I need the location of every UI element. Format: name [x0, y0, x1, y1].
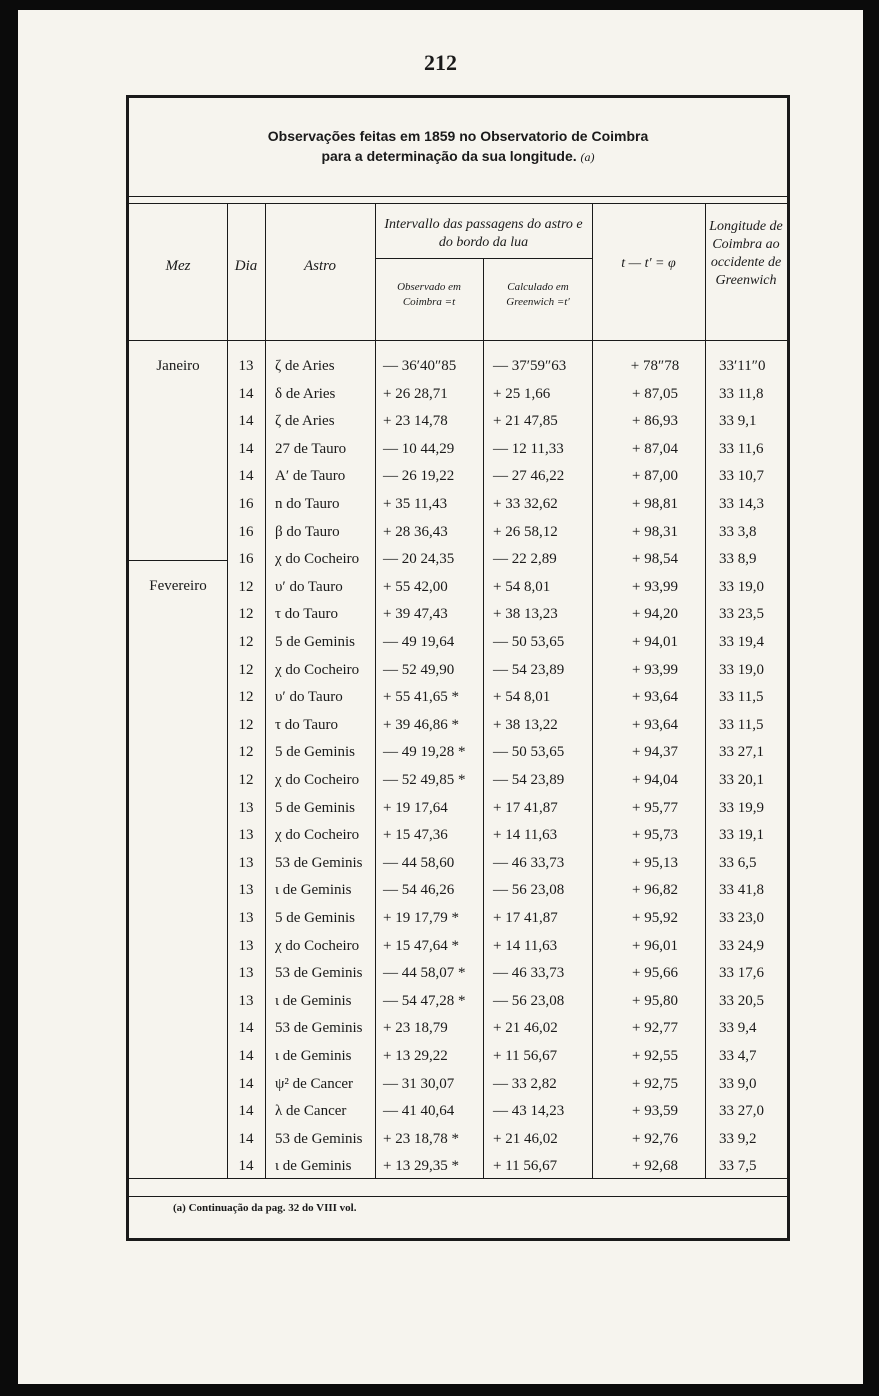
cell-dia: 14 [238, 1048, 254, 1064]
page-number: 212 [424, 50, 457, 75]
cell-calc: — 22 2,89 [493, 551, 557, 567]
cell-diff: + 94,37 [632, 744, 678, 760]
cell-astro: ι de Geminis [275, 1158, 352, 1174]
cell-astro: χ do Cocheiro [275, 827, 360, 843]
cell-dia: 12 [238, 606, 254, 622]
cell-lon: 33 19,0 [719, 579, 764, 595]
cell-astro: δ de Aries [275, 386, 336, 402]
cell-calc: — 50 53,65 [493, 634, 565, 650]
cell-obs: + 23 18,78 * [383, 1131, 459, 1147]
col-divider-obs [483, 258, 484, 1178]
cell-calc: + 17 41,87 [493, 910, 558, 926]
cell-astro: 5 de Geminis [275, 910, 355, 926]
cell-calc: — 12 11,33 [493, 441, 564, 457]
cell-lon: 33 27,0 [719, 1103, 764, 1119]
cell-astro: 53 de Geminis [275, 855, 363, 871]
col-divider-dia [265, 203, 266, 1178]
cell-lon: 33 19,9 [719, 800, 764, 816]
cell-astro: χ do Cocheiro [275, 772, 360, 788]
cell-dia: 13 [238, 910, 254, 926]
cell-diff: + 93,99 [632, 662, 678, 678]
cell-dia: 13 [238, 965, 254, 981]
cell-dia: 12 [238, 634, 254, 650]
cell-astro: υ′ do Tauro [275, 579, 343, 595]
cell-calc: + 17 41,87 [493, 800, 558, 816]
cell-obs: — 49 19,64 [383, 634, 455, 650]
cell-astro: 53 de Geminis [275, 1131, 363, 1147]
cell-astro: 5 de Geminis [275, 800, 355, 816]
cell-calc: — 37′59″63 [493, 358, 567, 374]
cell-astro: χ do Cocheiro [275, 938, 360, 954]
cell-lon: 33 9,2 [719, 1131, 757, 1147]
cell-astro: ι de Geminis [275, 882, 352, 898]
cell-calc: — 46 33,73 [493, 965, 565, 981]
cell-dia: 13 [238, 800, 254, 816]
cell-obs: — 31 30,07 [383, 1076, 455, 1092]
cell-diff: + 98,54 [632, 551, 678, 567]
cell-dia: 13 [238, 882, 254, 898]
col-divider-astro [375, 203, 376, 1178]
header-longitude: Longitude de Coimbra ao occidente de Greenwich [709, 219, 783, 288]
cell-obs: — 10 44,29 [383, 441, 455, 457]
cell-obs: — 54 46,26 [383, 882, 455, 898]
cell-astro: υ′ do Tauro [275, 689, 343, 705]
cell-calc: + 11 56,67 [493, 1048, 558, 1064]
cell-diff: + 92,75 [632, 1076, 678, 1092]
cell-obs: — 54 47,28 * [383, 993, 466, 1009]
cell-lon: 33 27,1 [719, 744, 764, 760]
cell-lon: 33 19,4 [719, 634, 764, 650]
header-observado: Observado em Coimbra =t [397, 281, 461, 308]
cell-diff: + 95,92 [632, 910, 678, 926]
cell-diff: + 87,00 [632, 468, 678, 484]
cell-lon: 33 14,3 [719, 496, 764, 512]
cell-lon: 33 7,5 [719, 1158, 757, 1174]
cell-dia: 14 [238, 468, 254, 484]
cell-obs: — 52 49,85 * [383, 772, 466, 788]
cell-dia: 14 [238, 386, 254, 402]
cell-lon: 33 8,9 [719, 551, 757, 567]
cell-astro: ψ² de Cancer [275, 1076, 354, 1092]
cell-dia: 16 [238, 524, 254, 540]
month-label: Fevereiro [149, 578, 207, 594]
cell-astro: 53 de Geminis [275, 1020, 363, 1036]
cell-dia: 13 [238, 855, 254, 871]
cell-obs: — 36′40″85 [383, 358, 457, 374]
cell-diff: + 96,01 [632, 938, 678, 954]
cell-obs: + 28 36,43 [383, 524, 448, 540]
cell-dia: 12 [238, 662, 254, 678]
cell-lon: 33 9,0 [719, 1076, 757, 1092]
cell-lon: 33′11″0 [719, 358, 766, 374]
cell-lon: 33 3,8 [719, 524, 757, 540]
cell-calc: + 14 11,63 [493, 827, 558, 843]
cell-dia: 13 [238, 358, 254, 374]
cell-lon: 33 9,4 [719, 1020, 757, 1036]
cell-lon: 33 19,0 [719, 662, 764, 678]
cell-obs: + 39 46,86 * [383, 717, 459, 733]
cell-calc: — 43 14,23 [493, 1103, 565, 1119]
col-divider-calc [592, 203, 593, 1178]
cell-lon: 33 20,1 [719, 772, 764, 788]
title-line-2: para a determinação da sua longitude. [321, 148, 577, 164]
cell-calc: + 54 8,01 [493, 579, 551, 595]
cell-calc: + 38 13,22 [493, 717, 558, 733]
cell-astro: 27 de Tauro [275, 441, 347, 457]
cell-lon: 33 19,1 [719, 827, 764, 843]
cell-lon: 33 11,8 [719, 386, 764, 402]
cell-astro: A′ de Tauro [275, 468, 346, 484]
cell-diff: + 94,01 [632, 634, 678, 650]
cell-dia: 16 [238, 551, 254, 567]
cell-diff: + 94,20 [632, 606, 678, 622]
cell-lon: 33 41,8 [719, 882, 764, 898]
cell-lon: 33 11,5 [719, 689, 764, 705]
header-dia: Dia [234, 258, 258, 274]
cell-diff: + 95,77 [632, 800, 678, 816]
cell-diff: + 87,04 [632, 441, 678, 457]
cell-obs: — 20 24,35 [383, 551, 455, 567]
cell-obs: + 23 14,78 [383, 413, 448, 429]
cell-diff: + 92,55 [632, 1048, 678, 1064]
cell-obs: — 52 49,90 [383, 662, 455, 678]
cell-astro: τ do Tauro [275, 606, 339, 622]
cell-obs: + 13 29,35 * [383, 1158, 459, 1174]
cell-obs: + 55 42,00 [383, 579, 448, 595]
cell-calc: + 25 1,66 [493, 386, 551, 402]
cell-obs: + 13 29,22 [383, 1048, 448, 1064]
cell-calc: — 56 23,08 [493, 993, 565, 1009]
cell-diff: + 95,66 [632, 965, 678, 981]
cell-diff: + 87,05 [632, 386, 678, 402]
rule-top [129, 196, 787, 197]
cell-diff: + 93,64 [632, 717, 678, 733]
cell-diff: + 93,99 [632, 579, 678, 595]
cell-lon: 33 6,5 [719, 855, 757, 871]
cell-diff: + 92,76 [632, 1131, 678, 1147]
cell-diff: + 93,64 [632, 689, 678, 705]
rule-footnote [129, 1196, 787, 1197]
cell-dia: 12 [238, 772, 254, 788]
cell-obs: + 19 17,64 [383, 800, 448, 816]
cell-obs: + 15 47,36 [383, 827, 448, 843]
document-page [18, 10, 863, 1384]
cell-diff: + 98,81 [632, 496, 678, 512]
cell-calc: + 26 58,12 [493, 524, 558, 540]
cell-dia: 12 [238, 689, 254, 705]
cell-astro: λ de Cancer [275, 1103, 347, 1119]
cell-lon: 33 10,7 [719, 468, 764, 484]
cell-lon: 33 23,5 [719, 606, 764, 622]
cell-obs: + 39 47,43 [383, 606, 448, 622]
cell-lon: 33 4,7 [719, 1048, 757, 1064]
cell-dia: 14 [238, 1103, 254, 1119]
cell-astro: ζ de Aries [275, 413, 335, 429]
header-diff: t — t′ = φ [621, 256, 676, 271]
cell-astro: ι de Geminis [275, 993, 352, 1009]
cell-calc: — 50 53,65 [493, 744, 565, 760]
cell-calc: — 33 2,82 [493, 1076, 557, 1092]
cell-obs: + 23 18,79 [383, 1020, 448, 1036]
cell-calc: + 11 56,67 [493, 1158, 558, 1174]
cell-calc: + 33 32,62 [493, 496, 558, 512]
cell-astro: 53 de Geminis [275, 965, 363, 981]
cell-astro: χ do Cocheiro [275, 662, 360, 678]
cell-obs: — 41 40,64 [383, 1103, 455, 1119]
cell-astro: χ do Cocheiro [275, 551, 360, 567]
cell-astro: β do Tauro [275, 524, 340, 540]
cell-dia: 14 [238, 1076, 254, 1092]
cell-obs: + 55 41,65 * [383, 689, 459, 705]
cell-astro: ζ de Aries [275, 358, 335, 374]
cell-dia: 13 [238, 993, 254, 1009]
cell-calc: + 21 46,02 [493, 1131, 558, 1147]
table-title [129, 126, 787, 167]
header-calculado: Calculado em Greenwich =t′ [506, 281, 570, 308]
cell-dia: 12 [238, 579, 254, 595]
cell-diff: + 96,82 [632, 882, 678, 898]
cell-obs: + 26 28,71 [383, 386, 448, 402]
cell-obs: — 44 58,60 [383, 855, 455, 871]
cell-dia: 14 [238, 441, 254, 457]
cell-astro: n do Tauro [275, 496, 340, 512]
cell-lon: 33 24,9 [719, 938, 764, 954]
cell-lon: 33 11,6 [719, 441, 764, 457]
cell-obs: + 35 11,43 [383, 496, 448, 512]
cell-diff: + 95,13 [632, 855, 678, 871]
header-astro: Astro [304, 258, 336, 274]
cell-diff: + 93,59 [632, 1103, 678, 1119]
header-mez: Mez [165, 258, 191, 274]
cell-calc: + 14 11,63 [493, 938, 558, 954]
cell-diff: + 94,04 [632, 772, 678, 788]
cell-lon: 33 23,0 [719, 910, 764, 926]
cell-calc: — 54 23,89 [493, 662, 565, 678]
footnote: (a) Continuação da pag. 32 do VIII vol. [173, 1202, 357, 1214]
cell-dia: 14 [238, 1020, 254, 1036]
cell-calc: — 27 46,22 [493, 468, 565, 484]
cell-lon: 33 11,5 [719, 717, 764, 733]
cell-obs: — 26 19,22 [383, 468, 455, 484]
cell-dia: 12 [238, 744, 254, 760]
cell-astro: ι de Geminis [275, 1048, 352, 1064]
cell-diff: + 95,73 [632, 827, 678, 843]
cell-dia: 16 [238, 496, 254, 512]
header-intervallo: Intervallo das passagens do astro e do bordo da lua [384, 217, 583, 250]
cell-astro: 5 de Geminis [275, 634, 355, 650]
cell-obs: — 44 58,07 * [383, 965, 466, 981]
cell-lon: 33 17,6 [719, 965, 764, 981]
cell-calc: + 38 13,23 [493, 606, 558, 622]
cell-dia: 14 [238, 413, 254, 429]
cell-astro: 5 de Geminis [275, 744, 355, 760]
cell-calc: — 56 23,08 [493, 882, 565, 898]
cell-calc: + 21 47,85 [493, 413, 558, 429]
month-separator [129, 560, 227, 561]
cell-diff: + 95,80 [632, 993, 678, 1009]
cell-dia: 14 [238, 1131, 254, 1147]
title-line-1: Observações feitas em 1859 no Observatorio de Coimbra [267, 128, 649, 144]
col-divider-diff [705, 203, 706, 1178]
cell-dia: 13 [238, 938, 254, 954]
cell-calc: — 46 33,73 [493, 855, 565, 871]
cell-lon: 33 20,5 [719, 993, 764, 1009]
cell-obs: + 15 47,64 * [383, 938, 459, 954]
cell-dia: 14 [238, 1158, 254, 1174]
cell-diff: + 98,31 [632, 524, 678, 540]
cell-diff: + 86,93 [632, 413, 678, 429]
cell-dia: 12 [238, 717, 254, 733]
cell-diff: + 92,77 [632, 1020, 678, 1036]
cell-diff: + 78″78 [630, 358, 680, 374]
cell-diff: + 92,68 [632, 1158, 678, 1174]
cell-calc: + 54 8,01 [493, 689, 551, 705]
cell-obs: + 19 17,79 * [383, 910, 459, 926]
title-note-mark: (a) [580, 150, 595, 164]
month-label: Janeiro [156, 358, 200, 374]
cell-astro: τ do Tauro [275, 717, 339, 733]
cell-calc: — 54 23,89 [493, 772, 565, 788]
table-frame [126, 95, 790, 1241]
cell-calc: + 21 46,02 [493, 1020, 558, 1036]
cell-lon: 33 9,1 [719, 413, 757, 429]
cell-obs: — 49 19,28 * [383, 744, 466, 760]
cell-dia: 13 [238, 827, 254, 843]
